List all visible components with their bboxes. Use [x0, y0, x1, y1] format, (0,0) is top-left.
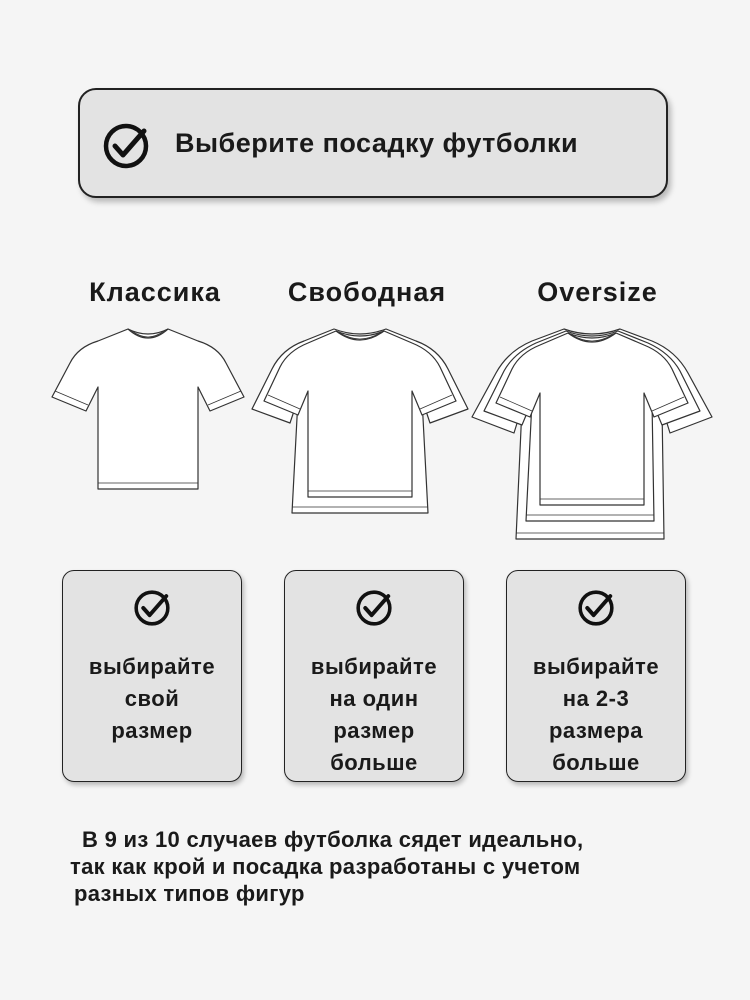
page-title: Выберите посадку футболки: [175, 128, 579, 158]
tshirt-loose-illustration: [250, 325, 470, 517]
fit-card-line: свой: [124, 686, 180, 711]
fit-card-line: больше: [552, 750, 640, 775]
fit-card-line: выбирайте: [310, 654, 438, 679]
fit-card-line: больше: [330, 750, 418, 775]
fit-card-classic: [62, 570, 242, 782]
fit-title-oversize: Oversize: [537, 277, 658, 307]
fit-card-line: размер: [333, 718, 415, 743]
fit-card-text: [285, 651, 463, 779]
check-circle-icon: [133, 589, 171, 627]
fit-card-oversize: [506, 570, 686, 782]
check-circle-icon: [577, 589, 615, 627]
fit-card-line: размер: [111, 718, 193, 743]
check-circle-icon: [102, 122, 150, 170]
check-circle-icon: [355, 589, 393, 627]
fit-card-line: размера: [548, 718, 643, 743]
fit-title-classic: Классика: [89, 277, 221, 307]
tshirt-oversize-illustration: [470, 325, 714, 543]
fit-title-loose: Свободная: [287, 277, 447, 307]
fit-card-text: [63, 651, 241, 747]
footnote-line: разных типов фигур: [74, 881, 305, 906]
footnote-line: В 9 из 10 случаев футболка сядет идеально,: [82, 827, 584, 852]
footnote: [70, 826, 730, 907]
fit-card-line: на 2-3: [562, 686, 630, 711]
fit-card-line: выбирайте: [88, 654, 216, 679]
tshirt-classic-illustration: [50, 325, 246, 495]
header-banner: [78, 88, 668, 198]
fit-card-text: [507, 651, 685, 779]
fit-card-line: на один: [329, 686, 419, 711]
footnote-line: так как крой и посадка разработаны с учетом: [70, 854, 581, 879]
fit-card-loose: [284, 570, 464, 782]
fit-card-line: выбирайте: [532, 654, 660, 679]
